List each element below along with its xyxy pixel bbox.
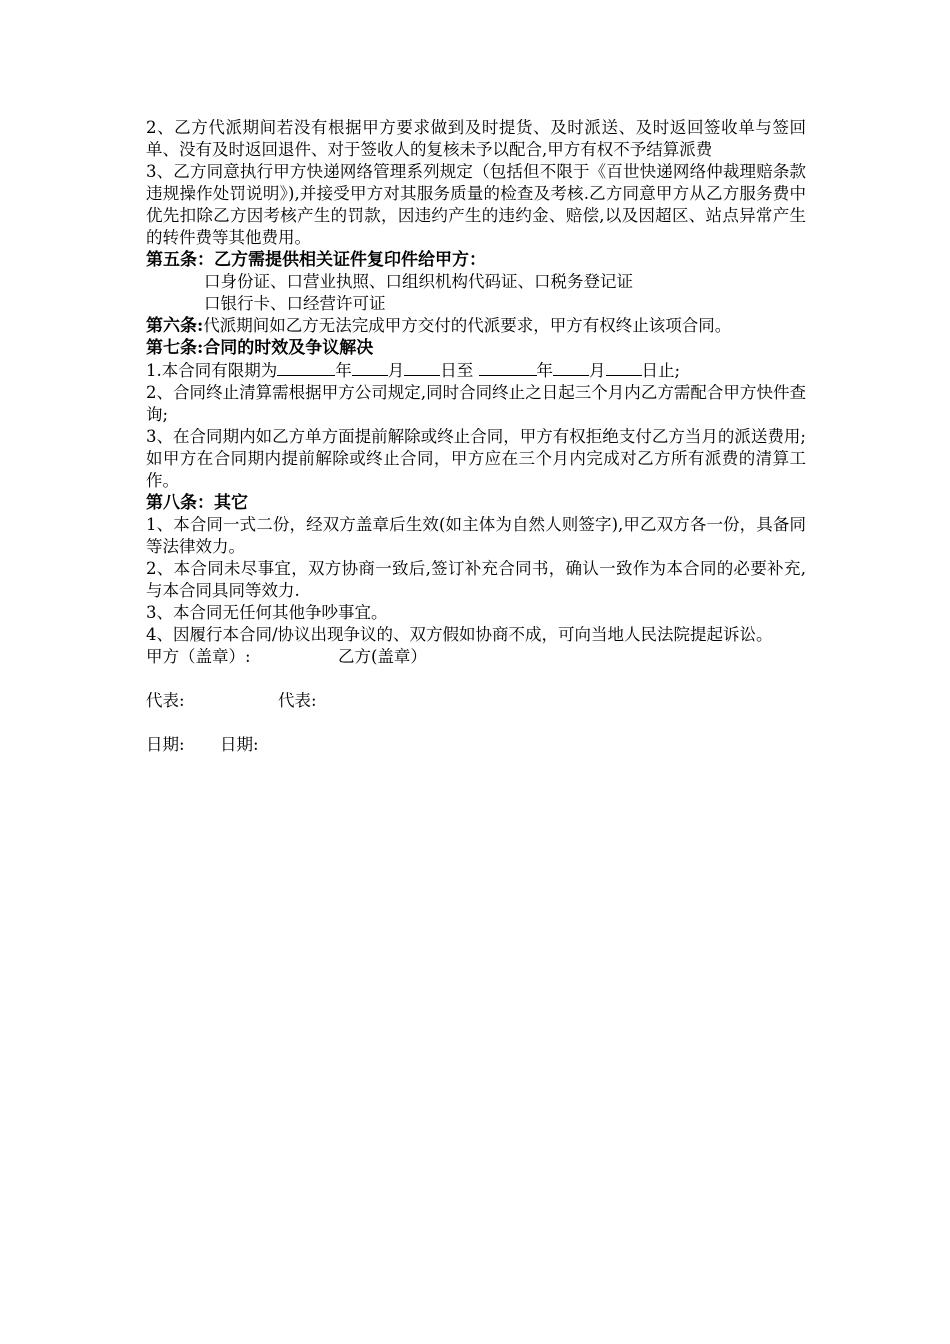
clause-7-1-prefix: 1.本合同有限期为 [146,361,278,380]
clause-7-1 [146,359,806,382]
start-day-blank [404,359,440,376]
clause-7-2: 2、合同终止清算需根据甲方公司规定,同时合同终止之日起三个月内乙方需配合甲方快件查询; [146,383,806,424]
start-day-label: 日至 [440,361,474,380]
clause-4-2: 2、乙方代派期间若没有根据甲方要求做到及时提货、及时派送、及时返回签收单与签回单、没有及时返回退件、对于签收人的复核未予以配合,甲方有权不予结算派费 [146,118,806,159]
date-row [146,734,806,756]
clause-8-1: 1、本合同一式二份，经双方盖章后生效(如主体为自然人则签字),甲乙双方各一份，具备同等法律效力。 [146,515,806,556]
clause-4-3: 3、乙方同意执行甲方快递网络管理系列规定（包括但不限于《百世快递网络仲裁理赔条款违规操作处罚说明》),并接受甲方对其服务质量的检查及考核.乙方同意甲方从乙方服务费中优先扣除乙方因考核产生的罚款，因违约产生的违约金、赔偿,以及因超区、站点异常产生的转件费等其他费用。 [146,162,806,247]
party-b-stamp-label: 乙方(盖章） [338,647,427,666]
article-6 [146,315,806,337]
start-year-blank [277,359,335,376]
article-5-title: 第五条：乙方需提供相关证件复印件给甲方： [146,250,486,270]
clause-7-3: 3、在合同期内如乙方单方面提前解除或终止合同，甲方有权拒绝支付乙方当月的派送费用;如甲方在合同期内提前解除或终止合同，甲方应在三个月内完成对乙方所有派费的清算工作。 [146,427,806,490]
party-b-representative-label: 代表: [278,691,317,710]
party-a-representative-label: 代表: [146,691,185,710]
end-year-blank [479,359,537,376]
clause-8-3: 3、本合同无任何其他争吵事宜。 [146,603,388,622]
start-year-label: 年 [335,361,352,380]
clause-8-2: 2、本合同未尽事宜，双方协商一致后,签订补充合同书，确认一致作为本合同的必要补充,与本合同具同等效力. [146,559,806,600]
clause-8-4: 4、因履行本合同/协议出现争议的、双方假如协商不成，可向当地人民法院提起诉讼。 [146,625,773,644]
article-7-title: 第七条:合同的时效及争议解决 [146,338,374,358]
signature-stamp-row [146,646,806,668]
contract-page [146,117,806,756]
end-day-label: 日止; [641,361,681,380]
article-6-text: 代派期间如乙方无法完成甲方交付的代派要求，甲方有权终止该项合同。 [203,316,732,335]
document-checklist-line-1: 口身份证、口营业执照、口组织机构代码证、口税务登记证 [204,272,633,291]
document-checklist-line-2: 口银行卡、口经营许可证 [204,294,386,313]
representative-row [146,690,806,712]
end-day-blank [606,359,642,376]
end-month-label: 月 [589,361,606,380]
party-b-date-label: 日期: [220,735,259,754]
start-month-label: 月 [387,361,405,380]
end-month-blank [553,359,589,376]
party-a-date-label: 日期: [146,735,185,754]
article-8-title: 第八条：其它 [146,493,248,513]
party-a-stamp-label: 甲方（盖章）: [146,647,251,666]
end-year-label: 年 [536,361,553,380]
start-month-blank [352,359,388,376]
article-6-label: 第六条: [146,316,204,336]
